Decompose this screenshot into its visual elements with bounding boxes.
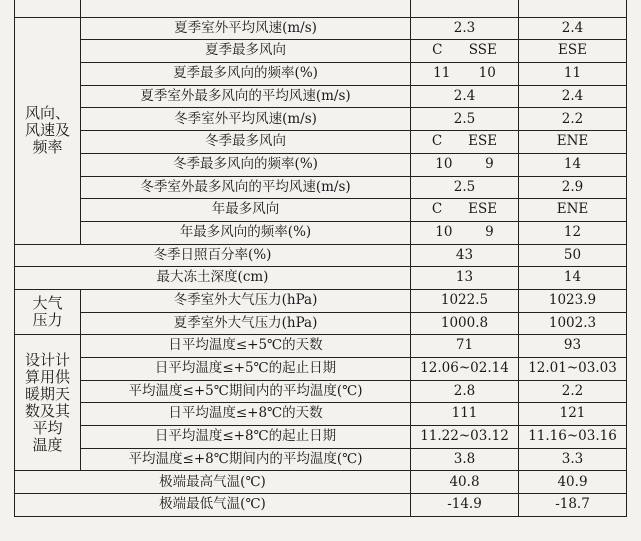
category-line: 暖期天 [24, 384, 70, 403]
item-label: 日平均温度≤+8℃的起止日期 [81, 426, 411, 449]
value-station-1: 2.5 [411, 108, 519, 131]
value-station-2: 12 [519, 221, 627, 244]
value-station-1: -14.9 [411, 494, 519, 517]
value-station-1 [411, 63, 519, 86]
value-station-1: 43 [411, 244, 519, 267]
item-label: 年最多风向的频率(%) [81, 221, 411, 244]
category-line: 数及其 [24, 401, 70, 420]
item-label: 冬季室外大气压力(hPa) [81, 289, 411, 312]
value-station-2: 40.9 [519, 471, 627, 494]
value-station-1: 3.8 [411, 448, 519, 471]
value-station-1: 11.22~03.12 [411, 426, 519, 449]
table-row [15, 267, 627, 290]
table-row [15, 153, 627, 176]
category-pressure [15, 289, 81, 334]
item-label: 冬季最多风向的频率(%) [81, 153, 411, 176]
item-label: 冬季室外平均风速(m/s) [81, 108, 411, 131]
value-station-2: 12.01~03.03 [519, 358, 627, 381]
value-part: 10 [435, 223, 453, 240]
item-label: 最大冻土深度(cm) [15, 267, 411, 290]
item-label: 日平均温度≤+5℃的天数 [81, 335, 411, 358]
table-row [15, 108, 627, 131]
value-station-2: 93 [519, 335, 627, 358]
value-station-1: 1022.5 [411, 289, 519, 312]
cut-cell [15, 0, 81, 17]
value-station-1: 2.3 [411, 17, 519, 40]
item-label: 夏季室外平均风速(m/s) [81, 17, 411, 40]
item-label: 冬季室外最多风向的平均风速(m/s) [81, 176, 411, 199]
value-station-1 [411, 40, 519, 63]
table-row [15, 40, 627, 63]
table-row [15, 176, 627, 199]
value-station-1: 40.8 [411, 471, 519, 494]
value-station-2: 2.9 [519, 176, 627, 199]
table-row [15, 471, 627, 494]
item-label: 夏季室外最多风向的平均风速(m/s) [81, 85, 411, 108]
table-row [15, 448, 627, 471]
item-label: 平均温度≤+5℃期间内的平均温度(℃) [81, 380, 411, 403]
value-part: ESE [468, 133, 498, 150]
value-station-1 [411, 131, 519, 154]
table-row [15, 17, 627, 40]
value-part: C [431, 133, 443, 150]
value-part: ESE [468, 201, 498, 218]
value-station-2: 3.3 [519, 448, 627, 471]
value-station-1: 12.06~02.14 [411, 358, 519, 381]
value-station-2: 50 [519, 244, 627, 267]
value-part: C [431, 201, 443, 218]
cut-cell [519, 0, 627, 17]
table-row [15, 63, 627, 86]
value-part: 10 [435, 155, 453, 172]
table-row [15, 380, 627, 403]
value-station-2: 11.16~03.16 [519, 426, 627, 449]
value-station-2: ENE [519, 131, 627, 154]
category-line: 风向、 [24, 104, 70, 123]
value-station-1: 2.4 [411, 85, 519, 108]
value-station-1 [411, 153, 519, 176]
item-label: 日平均温度≤+5℃的起止日期 [81, 358, 411, 381]
item-label: 冬季最多风向 [81, 131, 411, 154]
item-label: 极端最高气温(℃) [15, 471, 411, 494]
cut-cell [81, 0, 411, 17]
category-wind [15, 17, 81, 244]
value-part: 11 [433, 65, 451, 82]
value-station-2: 2.2 [519, 108, 627, 131]
item-label: 日平均温度≤+8℃的天数 [81, 403, 411, 426]
table-row [15, 335, 627, 358]
value-station-2: -18.7 [519, 494, 627, 517]
item-label: 夏季室外大气压力(hPa) [81, 312, 411, 335]
value-station-1: 1000.8 [411, 312, 519, 335]
table-row [15, 403, 627, 426]
category-line: 设计计 [24, 350, 70, 369]
category-heating-period [15, 335, 81, 471]
climate-parameter-table [14, 0, 627, 517]
table-row [15, 244, 627, 267]
value-station-2: 14 [519, 267, 627, 290]
value-part: 9 [485, 223, 494, 240]
value-station-2: ENE [519, 199, 627, 222]
value-station-1: 2.5 [411, 176, 519, 199]
category-line: 平均 [32, 418, 63, 437]
item-label: 冬季日照百分率(%) [15, 244, 411, 267]
category-line: 算用供 [24, 367, 70, 386]
value-station-2: 14 [519, 153, 627, 176]
value-part: C [432, 42, 443, 59]
table-row [15, 289, 627, 312]
item-label: 夏季最多风向的频率(%) [81, 63, 411, 86]
value-station-2: 121 [519, 403, 627, 426]
value-station-1: 111 [411, 403, 519, 426]
value-part: 10 [478, 65, 496, 82]
table-row [15, 494, 627, 517]
table-row [15, 221, 627, 244]
table-row [15, 358, 627, 381]
value-station-2: 1002.3 [519, 312, 627, 335]
value-station-1 [411, 199, 519, 222]
value-part: SSE [468, 42, 497, 59]
value-station-1: 2.8 [411, 380, 519, 403]
value-station-1: 13 [411, 267, 519, 290]
table-row [15, 312, 627, 335]
cut-cell [411, 0, 519, 17]
item-label: 夏季最多风向 [81, 40, 411, 63]
category-line: 温度 [32, 435, 63, 454]
table-row [15, 131, 627, 154]
table-row [15, 199, 627, 222]
table-row [15, 426, 627, 449]
value-station-1: 71 [411, 335, 519, 358]
item-label: 极端最低气温(℃) [15, 494, 411, 517]
value-station-2: 2.4 [519, 85, 627, 108]
value-part: 9 [485, 155, 494, 172]
category-line: 频率 [32, 138, 63, 157]
item-label: 平均温度≤+8℃期间内的平均温度(℃) [81, 448, 411, 471]
category-line: 压力 [32, 311, 63, 330]
item-label: 年最多风向 [81, 199, 411, 222]
value-station-2: 1023.9 [519, 289, 627, 312]
value-station-2: 2.4 [519, 17, 627, 40]
value-station-1 [411, 221, 519, 244]
table-row [15, 85, 627, 108]
value-station-2: 11 [519, 63, 627, 86]
category-line: 大气 [32, 294, 63, 313]
value-station-2: 2.2 [519, 380, 627, 403]
category-line: 风速及 [24, 121, 70, 140]
table-row [15, 0, 627, 17]
value-station-2: ESE [519, 40, 627, 63]
